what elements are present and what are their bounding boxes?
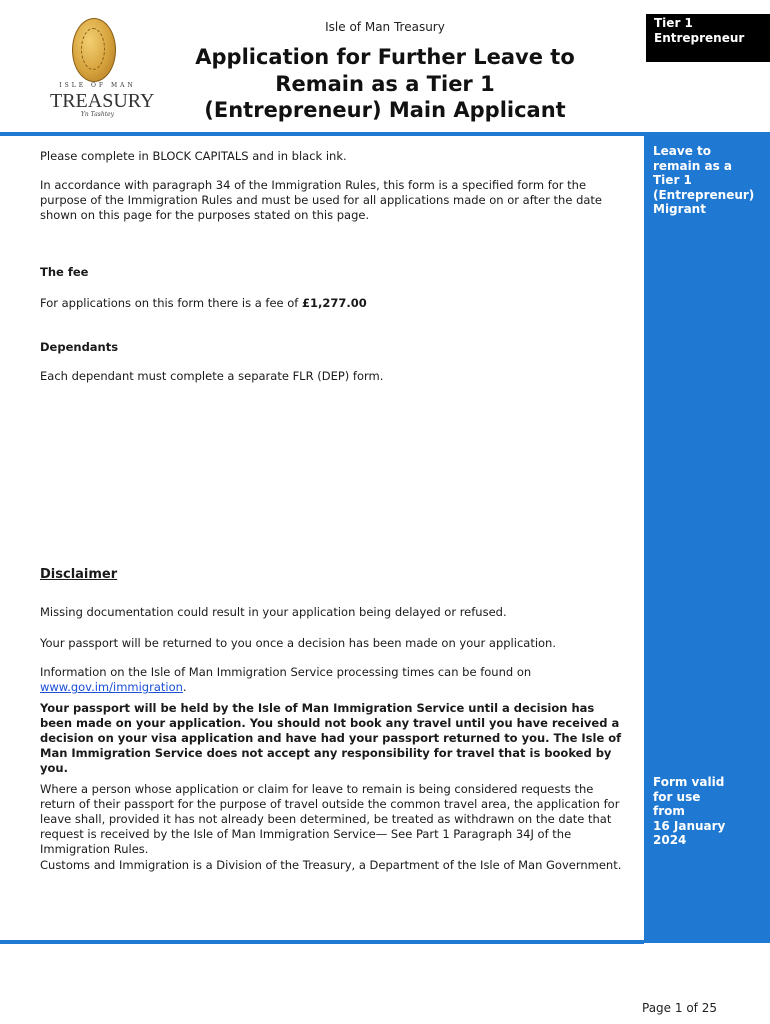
sidebar [644, 132, 770, 943]
fee-amount: £1,277.00 [302, 296, 367, 310]
customs-division-note: Customs and Immigration is a Division of the Treasury, a Department of the Isle of Man Government. [40, 858, 622, 872]
dependants-paragraph: Each dependant must complete a separate FLR (DEP) form. [40, 369, 384, 383]
form-category-tag: Tier 1 Entrepreneur [646, 14, 770, 62]
logo-motto: Yn Tashtey [80, 111, 115, 118]
logo-name: TREASURY [50, 90, 155, 112]
passport-return-note: Your passport will be returned to you once a decision has been made on your application. [40, 636, 557, 650]
page-title: Application for Further Leave to Remain as a Tier 1 (Entrepreneur) Main Applicant [195, 45, 575, 122]
sidebar-valid-from: Form valid for use from 16 January 2024 [653, 775, 726, 848]
treasury-logo [50, 18, 155, 122]
organisation-name: Isle of Man Treasury [325, 20, 445, 34]
fee-paragraph: For applications on this form there is a fee of £1,277.00 [40, 296, 367, 310]
specified-form-paragraph: In accordance with paragraph 34 of the Immigration Rules, this form is a specified form for the purpose of the Immigration Rules and must be used for all applications made on or after the date shown on this page for the purposes stated on this page. [40, 178, 602, 222]
sidebar-form-purpose: Leave to remain as a Tier 1 (Entrepreneur) Migrant [653, 144, 755, 217]
dependants-heading: Dependants [40, 340, 119, 354]
disclaimer-heading: Disclaimer [40, 567, 118, 582]
bottom-divider [0, 940, 644, 944]
immigration-website-link[interactable]: www.gov.im/immigration [40, 680, 183, 694]
page-number: Page 1 of 25 [642, 1001, 717, 1015]
passport-held-warning: Your passport will be held by the Isle of Man Immigration Service until a decision has been made on your application. You should not book any travel until you have received a decision on your visa application and have had your passport returned to you. The Isle of Man Immigration Service does not accept any responsibility for travel that is booked by you. [40, 701, 622, 775]
logo-top-text: ISLE OF MAN [59, 82, 136, 89]
missing-documentation-note: Missing documentation could result in your application being delayed or refused. [40, 605, 507, 619]
processing-times-paragraph: Information on the Isle of Man Immigration Service processing times can be found on www.gov.im/immigration. [40, 665, 532, 694]
passport-return-request-paragraph: Where a person whose application or claim for leave to remain is being considered requests the return of their passport for the purpose of travel outside the common travel area, the application for leave shall, provided it has not already been determined, be treated as withdrawn on the date that request is received by the Isle of Man Immigration Service— See Part 1 Paragraph 34J of the Immigration Rules. [40, 782, 620, 856]
top-divider [0, 132, 644, 136]
fee-heading: The fee [40, 265, 89, 279]
block-capitals-instruction: Please complete in BLOCK CAPITALS and in black ink. [40, 149, 347, 163]
